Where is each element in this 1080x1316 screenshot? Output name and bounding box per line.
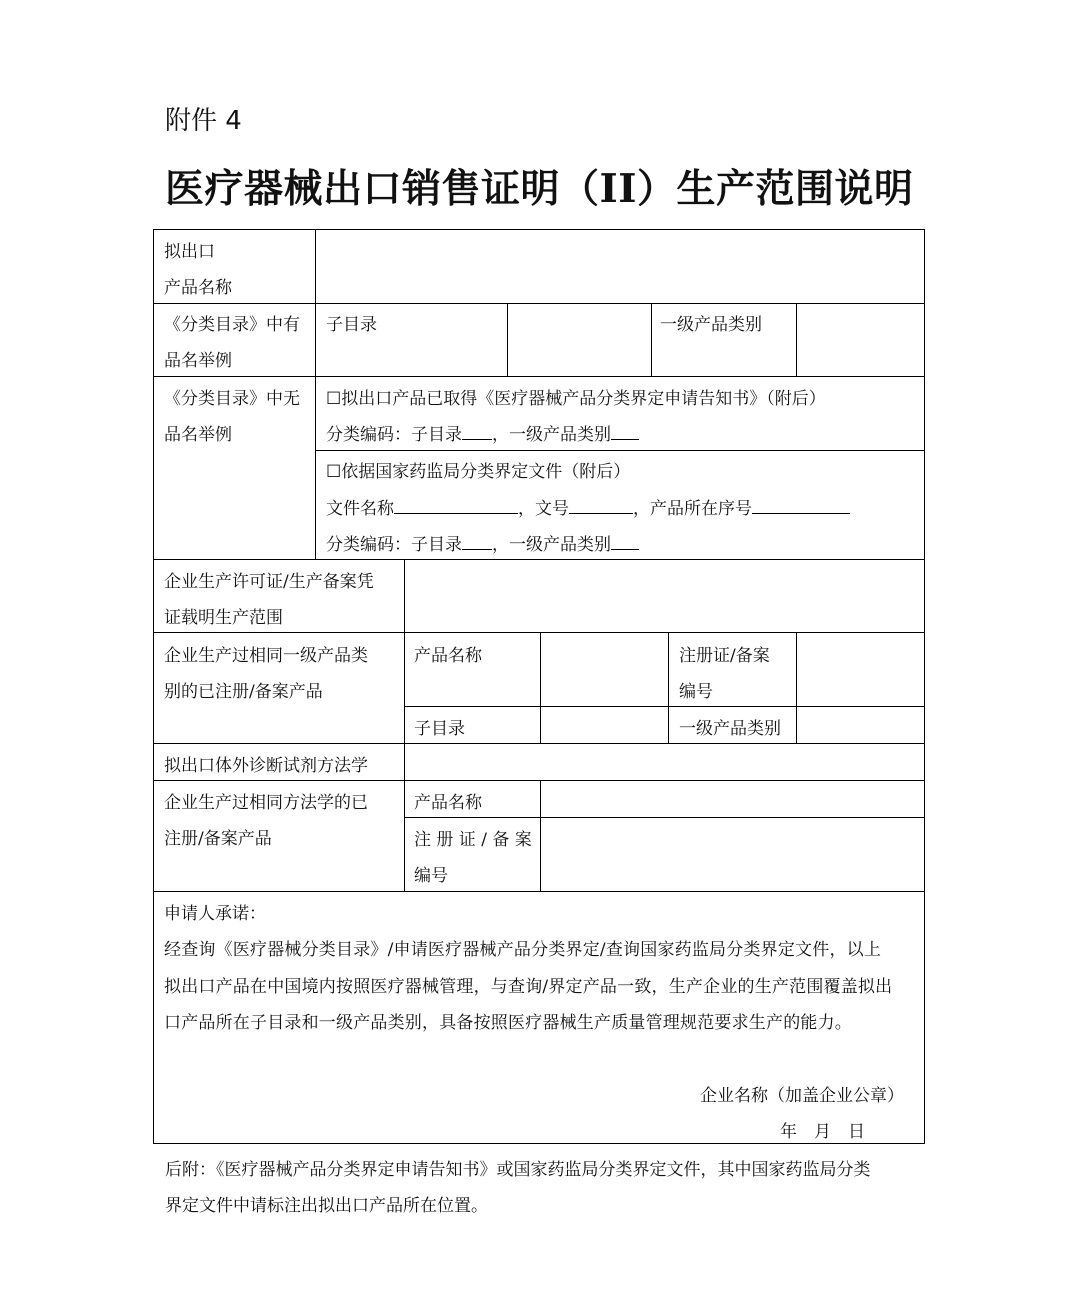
product-name-label: 拟出口	[164, 242, 215, 262]
option1-code-line	[326, 417, 639, 453]
ivd-method-label: 拟出口体外诊断试剂方法学	[164, 756, 368, 776]
row-divider	[153, 891, 925, 892]
registration-no-label: 编号	[414, 866, 448, 886]
commitment-title: 申请人承诺：	[164, 904, 266, 924]
sub-catalog-input[interactable]	[541, 707, 667, 742]
option-notice-checkbox[interactable]: ☐拟出口产品已取得《医疗器械产品分类界定申请告知书》（附后）	[326, 389, 826, 409]
sub-catalog-input[interactable]	[508, 304, 650, 376]
same-method-label: 注册/备案产品	[164, 829, 272, 849]
without-name-label: 《分类目录》中无	[164, 389, 300, 409]
without-name-label: 品名举例	[164, 425, 232, 445]
seq-label: ，产品所在序号	[633, 499, 752, 519]
footnote: 界定文件中请标注出拟出口产品所在位置。	[165, 1196, 488, 1216]
code-label: 分类编码：子目录	[326, 535, 462, 555]
option-nmpa-checkbox[interactable]: ☐依据国家药监局分类界定文件（附后）	[326, 462, 631, 482]
company-seal-label: 企业名称（加盖企业公章）	[700, 1086, 904, 1106]
level1-category-input[interactable]	[797, 707, 924, 742]
seq-blank[interactable]	[752, 491, 850, 514]
doc-name-blank[interactable]	[394, 491, 518, 514]
doc-no-blank[interactable]	[569, 491, 633, 514]
registration-no-label: 注册证/备案	[679, 646, 770, 666]
ivd-method-input[interactable]	[405, 744, 924, 779]
code-label: ，一级产品类别	[492, 425, 611, 445]
product-name-label: 产品名称	[414, 646, 482, 666]
doc-no-label: ，文号	[518, 499, 569, 519]
page-title: 医疗器械出口销售证明（II）生产范围说明	[165, 166, 914, 212]
category-blank[interactable]	[611, 417, 639, 440]
commitment-text: 拟出口产品在中国境内按照医疗器械管理，与查询/界定产品一致，生产企业的生产范围覆盖拟出	[164, 977, 893, 997]
registration-no-input[interactable]	[797, 633, 924, 705]
product-name-input[interactable]	[316, 230, 924, 302]
category-blank[interactable]	[611, 527, 639, 550]
code-label: ，一级产品类别	[492, 535, 611, 555]
sub-catalog-label: 子目录	[414, 719, 465, 739]
doc-name-label: 文件名称	[326, 499, 394, 519]
commitment-text: 经查询《医疗器械分类目录》/申请医疗器械产品分类界定/查询国家药监局分类界定文件，以上	[164, 940, 882, 960]
registration-no-label: 注 册 证 / 备 案	[414, 830, 532, 850]
with-name-label: 《分类目录》中有	[164, 315, 300, 335]
col-divider	[651, 303, 652, 376]
sub-catalog-blank[interactable]	[462, 527, 492, 550]
level1-category-label: 一级产品类别	[679, 719, 781, 739]
registration-no-input[interactable]	[541, 818, 924, 890]
level1-category-input[interactable]	[797, 304, 924, 376]
option2-code-line	[326, 527, 639, 563]
registration-no-label: 编号	[679, 682, 713, 702]
attachment-label: 附件 4	[165, 106, 242, 136]
same-category-label: 别的已注册/备案产品	[164, 682, 323, 702]
product-name-label: 产品名称	[414, 793, 482, 813]
commitment-text: 口产品所在子目录和一级产品类别，具备按照医疗器械生产质量管理规范要求生产的能力。	[164, 1013, 852, 1033]
level1-category-label: 一级产品类别	[660, 315, 762, 335]
product-name-label: 产品名称	[164, 278, 232, 298]
license-scope-label: 企业生产许可证/生产备案凭	[164, 572, 374, 592]
sub-catalog-label: 子目录	[326, 315, 377, 335]
license-scope-input[interactable]	[405, 560, 924, 632]
same-category-product-input[interactable]	[541, 633, 667, 705]
same-method-product-input[interactable]	[541, 781, 924, 816]
same-category-label: 企业生产过相同一级产品类	[164, 646, 368, 666]
option2-doc-line	[326, 491, 850, 527]
row-divider	[153, 376, 925, 377]
col-divider	[668, 632, 669, 743]
date-label: 年 月 日	[780, 1122, 865, 1142]
footnote: 后附：《医疗器械产品分类界定申请告知书》或国家药监局分类界定文件，其中国家药监局分类	[165, 1160, 871, 1180]
same-method-label: 企业生产过相同方法学的已	[164, 793, 368, 813]
with-name-label: 品名举例	[164, 351, 232, 371]
code-label: 分类编码：子目录	[326, 425, 462, 445]
sub-catalog-blank[interactable]	[462, 417, 492, 440]
license-scope-label: 证载明生产范围	[164, 608, 283, 628]
